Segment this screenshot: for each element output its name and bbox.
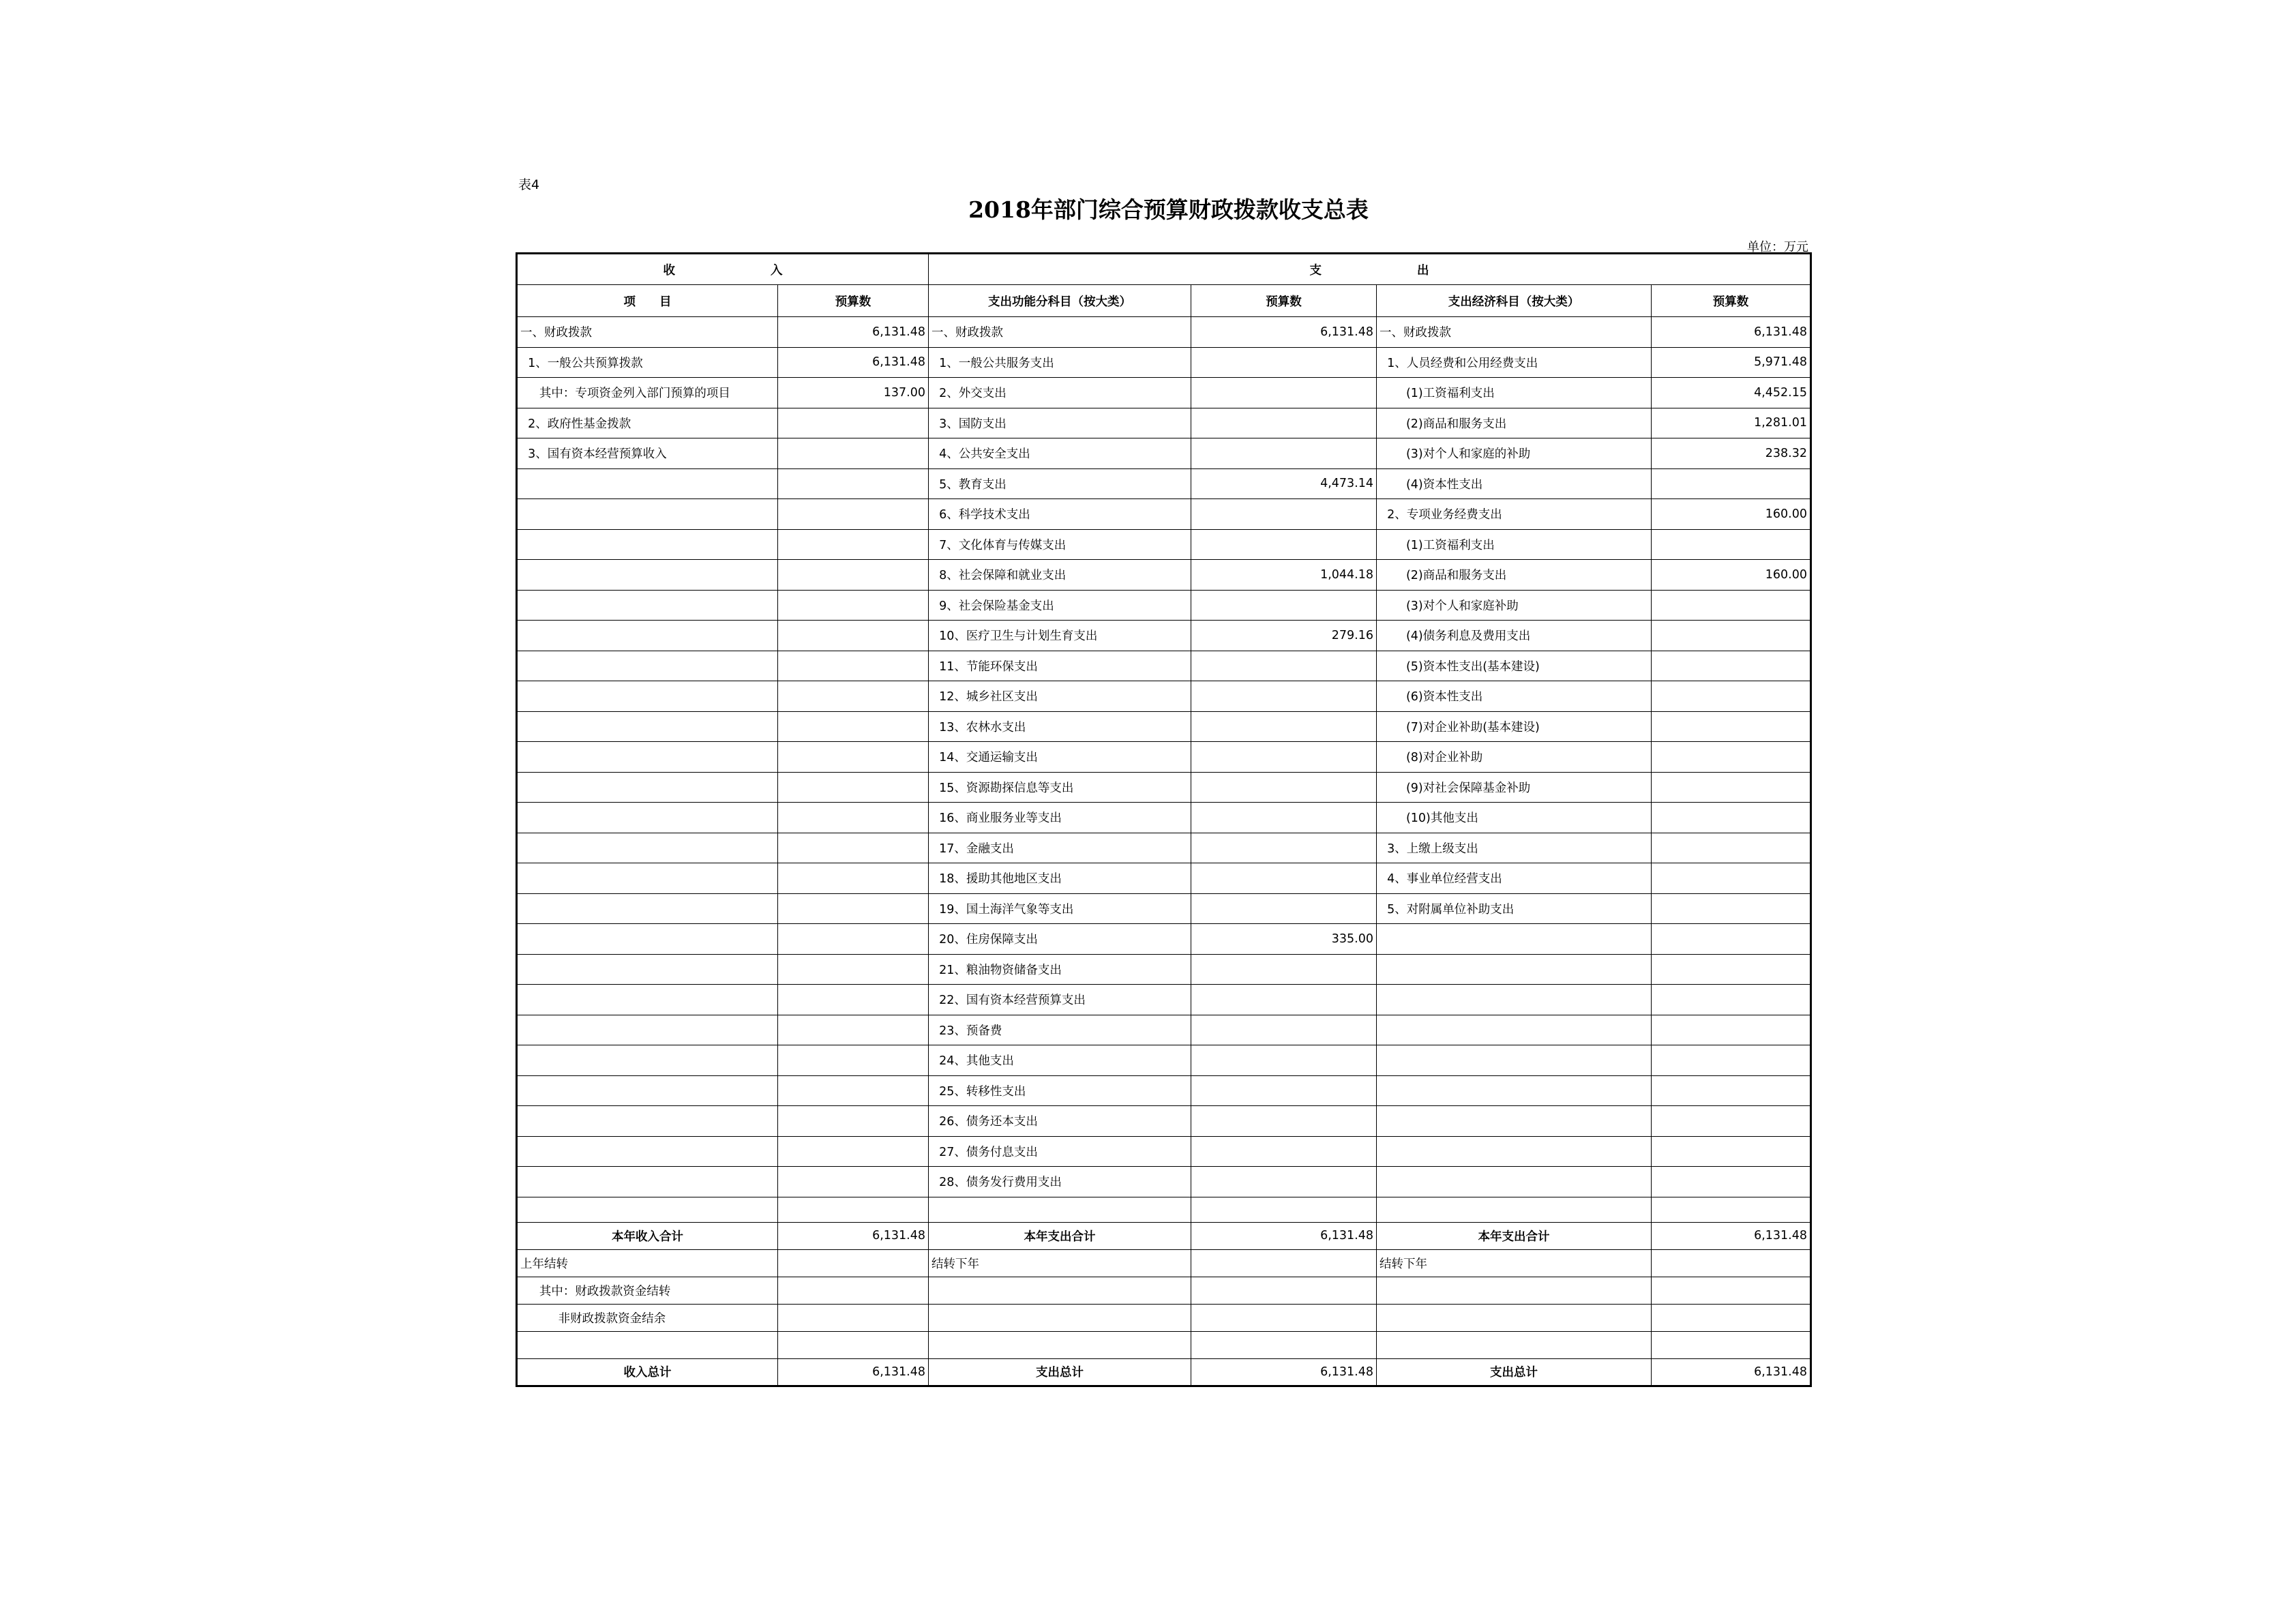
- income-budget-cell: [778, 924, 929, 955]
- income-item-cell: [517, 1106, 778, 1137]
- functional-item-cell: 6、科学技术支出: [929, 499, 1191, 530]
- functional-budget-cell: [1191, 378, 1377, 408]
- economic-budget-cell: 6,131.48: [1652, 1358, 1811, 1386]
- grand-total-row: [517, 1358, 1811, 1386]
- income-item-cell: [517, 1197, 778, 1222]
- economic-budget-cell: [1652, 954, 1811, 985]
- income-item-cell: [517, 529, 778, 560]
- section-header-row: [517, 254, 1811, 285]
- economic-item-cell: (9)对社会保障基金补助: [1377, 772, 1652, 803]
- functional-item-cell: 12、城乡社区支出: [929, 681, 1191, 712]
- functional-item-cell: 3、国防支出: [929, 408, 1191, 438]
- income-budget-cell: 6,131.48: [778, 347, 929, 378]
- income-item-cell: 2、政府性基金拨款: [517, 408, 778, 438]
- income-budget-cell: [778, 1304, 929, 1331]
- functional-budget-cell: [1191, 1106, 1377, 1137]
- income-budget-cell: [778, 833, 929, 863]
- economic-item-cell: (6)资本性支出: [1377, 681, 1652, 712]
- economic-item-cell: [1377, 1075, 1652, 1106]
- functional-budget-cell: [1191, 1075, 1377, 1106]
- economic-item-cell: (4)资本性支出: [1377, 468, 1652, 499]
- functional-budget-cell: [1191, 408, 1377, 438]
- table-row: [517, 893, 1811, 924]
- functional-item-cell: 15、资源勘探信息等支出: [929, 772, 1191, 803]
- economic-budget-cell: 1,281.01: [1652, 408, 1811, 438]
- economic-budget-cell: 160.00: [1652, 560, 1811, 591]
- functional-budget-cell: [1191, 1045, 1377, 1076]
- income-item-cell: [517, 711, 778, 742]
- table-row: [517, 590, 1811, 621]
- carry-over-row: [517, 1304, 1811, 1331]
- income-item-cell: [517, 621, 778, 651]
- economic-item-cell: 结转下年: [1377, 1249, 1652, 1277]
- economic-budget-cell: 6,131.48: [1652, 317, 1811, 348]
- income-budget-cell: [778, 1277, 929, 1304]
- functional-item-cell: 14、交通运输支出: [929, 742, 1191, 773]
- economic-budget-cell: [1652, 1249, 1811, 1277]
- functional-item-cell: 11、节能环保支出: [929, 651, 1191, 681]
- income-budget-cell: [778, 1045, 929, 1076]
- functional-item-cell: 23、预备费: [929, 1015, 1191, 1045]
- functional-budget-cell: [1191, 1167, 1377, 1197]
- income-budget-cell: [778, 651, 929, 681]
- functional-item-cell: 20、住房保障支出: [929, 924, 1191, 955]
- economic-budget-cell: [1652, 1167, 1811, 1197]
- table-row: [517, 529, 1811, 560]
- economic-item-cell: [1377, 1277, 1652, 1304]
- economic-item-cell: [1377, 1331, 1652, 1358]
- table-row: [517, 621, 1811, 651]
- income-item-cell: 上年结转: [517, 1249, 778, 1277]
- economic-budget-cell: [1652, 924, 1811, 955]
- income-budget-cell: 137.00: [778, 378, 929, 408]
- income-budget-cell: [778, 742, 929, 773]
- table-row: [517, 1075, 1811, 1106]
- functional-item-cell: 本年支出合计: [929, 1222, 1191, 1249]
- economic-item-cell: 2、专项业务经费支出: [1377, 499, 1652, 530]
- economic-item-cell: (2)商品和服务支出: [1377, 560, 1652, 591]
- functional-item-cell: 25、转移性支出: [929, 1075, 1191, 1106]
- economic-budget-cell: [1652, 621, 1811, 651]
- income-item-cell: [517, 893, 778, 924]
- income-item-cell: 本年收入合计: [517, 1222, 778, 1249]
- table-row: [517, 468, 1811, 499]
- economic-budget-cell: [1652, 711, 1811, 742]
- column-header-row: [517, 285, 1811, 317]
- functional-item-cell: 22、国有资本经营预算支出: [929, 985, 1191, 1015]
- income-budget-cell: [778, 1331, 929, 1358]
- income-budget-cell: [778, 408, 929, 438]
- income-budget-cell: [778, 711, 929, 742]
- income-budget-cell: 6,131.48: [778, 1358, 929, 1386]
- income-budget-cell: [778, 1197, 929, 1222]
- table-number-label: 表4: [518, 177, 540, 192]
- economic-item-cell: (3)对个人和家庭的补助: [1377, 438, 1652, 469]
- income-item-cell: [517, 651, 778, 681]
- economic-item-cell: (4)债务利息及费用支出: [1377, 621, 1652, 651]
- column-header-budget: 预算数: [778, 285, 929, 317]
- income-budget-cell: [778, 863, 929, 894]
- functional-budget-cell: [1191, 651, 1377, 681]
- unit-label: 单位：万元: [1747, 240, 1808, 254]
- income-item-cell: [517, 1045, 778, 1076]
- functional-item-cell: 21、粮油物资储备支出: [929, 954, 1191, 985]
- functional-item-cell: 26、债务还本支出: [929, 1106, 1191, 1137]
- functional-item-cell: 9、社会保险基金支出: [929, 590, 1191, 621]
- economic-budget-cell: [1652, 772, 1811, 803]
- economic-item-cell: [1377, 1106, 1652, 1137]
- economic-budget-cell: [1652, 1304, 1811, 1331]
- income-budget-cell: [778, 985, 929, 1015]
- income-item-cell: 3、国有资本经营预算收入: [517, 438, 778, 469]
- economic-item-cell: 本年支出合计: [1377, 1222, 1652, 1249]
- functional-budget-cell: [1191, 711, 1377, 742]
- table-row: [517, 863, 1811, 894]
- economic-budget-cell: [1652, 985, 1811, 1015]
- functional-budget-cell: [1191, 499, 1377, 530]
- economic-item-cell: [1377, 1136, 1652, 1167]
- income-budget-cell: [778, 529, 929, 560]
- income-budget-cell: [778, 893, 929, 924]
- economic-item-cell: [1377, 1304, 1652, 1331]
- income-section-header: 收 入: [517, 254, 929, 285]
- economic-item-cell: (10)其他支出: [1377, 803, 1652, 833]
- economic-budget-cell: 238.32: [1652, 438, 1811, 469]
- income-item-cell: [517, 985, 778, 1015]
- income-budget-cell: [778, 803, 929, 833]
- table-row: [517, 408, 1811, 438]
- functional-budget-cell: [1191, 803, 1377, 833]
- table-row: [517, 438, 1811, 469]
- income-budget-cell: [778, 1106, 929, 1137]
- table-row: [517, 651, 1811, 681]
- income-item-cell: [517, 468, 778, 499]
- column-header-budget: 预算数: [1191, 285, 1377, 317]
- economic-budget-cell: [1652, 893, 1811, 924]
- income-item-cell: [517, 863, 778, 894]
- income-item-cell: [517, 499, 778, 530]
- functional-budget-cell: 1,044.18: [1191, 560, 1377, 591]
- table-row: [517, 1045, 1811, 1076]
- functional-item-cell: 1、一般公共服务支出: [929, 347, 1191, 378]
- economic-item-cell: (1)工资福利支出: [1377, 529, 1652, 560]
- functional-budget-cell: [1191, 1277, 1377, 1304]
- table-row: [517, 833, 1811, 863]
- functional-item-cell: 27、债务付息支出: [929, 1136, 1191, 1167]
- functional-item-cell: 28、债务发行费用支出: [929, 1167, 1191, 1197]
- income-item-cell: [517, 742, 778, 773]
- functional-item-cell: 支出总计: [929, 1358, 1191, 1386]
- income-budget-cell: [778, 954, 929, 985]
- economic-item-cell: [1377, 1197, 1652, 1222]
- table-row: [517, 803, 1811, 833]
- functional-item-cell: 17、金融支出: [929, 833, 1191, 863]
- economic-item-cell: (8)对企业补助: [1377, 742, 1652, 773]
- functional-item-cell: 一、财政拨款: [929, 317, 1191, 348]
- economic-budget-cell: [1652, 803, 1811, 833]
- income-item-cell: [517, 924, 778, 955]
- functional-budget-cell: [1191, 1197, 1377, 1222]
- economic-item-cell: 3、上缴上级支出: [1377, 833, 1652, 863]
- income-budget-cell: [778, 1015, 929, 1045]
- table-row: [517, 772, 1811, 803]
- functional-item-cell: [929, 1277, 1191, 1304]
- income-budget-cell: [778, 681, 929, 712]
- economic-budget-cell: [1652, 1331, 1811, 1358]
- economic-budget-cell: [1652, 1045, 1811, 1076]
- income-budget-cell: [778, 468, 929, 499]
- income-item-cell: [517, 1015, 778, 1045]
- functional-budget-cell: [1191, 1015, 1377, 1045]
- functional-budget-cell: [1191, 954, 1377, 985]
- functional-item-cell: 7、文化体育与传媒支出: [929, 529, 1191, 560]
- economic-item-cell: [1377, 924, 1652, 955]
- income-budget-cell: [778, 499, 929, 530]
- table-row: [517, 1015, 1811, 1045]
- column-header-item: 项 目: [517, 285, 778, 317]
- economic-budget-cell: [1652, 1015, 1811, 1045]
- income-item-cell: 其中：专项资金列入部门预算的项目: [517, 378, 778, 408]
- functional-item-cell: 2、外交支出: [929, 378, 1191, 408]
- income-item-cell: 非财政拨款资金结余: [517, 1304, 778, 1331]
- income-budget-cell: [778, 1075, 929, 1106]
- economic-budget-cell: [1652, 1075, 1811, 1106]
- functional-budget-cell: [1191, 863, 1377, 894]
- functional-budget-cell: [1191, 772, 1377, 803]
- economic-budget-cell: [1652, 1136, 1811, 1167]
- column-header-functional-category: 支出功能分科目（按大类）: [929, 285, 1191, 317]
- table-row: [517, 924, 1811, 955]
- income-item-cell: [517, 1136, 778, 1167]
- economic-item-cell: [1377, 1167, 1652, 1197]
- income-item-cell: [517, 590, 778, 621]
- economic-budget-cell: [1652, 1197, 1811, 1222]
- functional-budget-cell: [1191, 742, 1377, 773]
- table-row: [517, 1197, 1811, 1222]
- income-budget-cell: 6,131.48: [778, 1222, 929, 1249]
- table-row: [517, 378, 1811, 408]
- table-row: [517, 1136, 1811, 1167]
- functional-budget-cell: 6,131.48: [1191, 317, 1377, 348]
- income-budget-cell: [778, 438, 929, 469]
- economic-budget-cell: [1652, 742, 1811, 773]
- functional-item-cell: 18、援助其他地区支出: [929, 863, 1191, 894]
- income-budget-cell: [778, 590, 929, 621]
- income-item-cell: 1、一般公共预算拨款: [517, 347, 778, 378]
- table-row: [517, 1106, 1811, 1137]
- carry-over-row: [517, 1277, 1811, 1304]
- budget-summary-table: [516, 252, 1812, 1387]
- economic-item-cell: [1377, 1045, 1652, 1076]
- table-row: [517, 347, 1811, 378]
- economic-budget-cell: [1652, 863, 1811, 894]
- table-row: [517, 954, 1811, 985]
- functional-item-cell: [929, 1197, 1191, 1222]
- income-item-cell: [517, 1331, 778, 1358]
- expense-section-header: 支 出: [929, 254, 1811, 285]
- table-row: [517, 681, 1811, 712]
- income-item-cell: 一、财政拨款: [517, 317, 778, 348]
- functional-budget-cell: 6,131.48: [1191, 1222, 1377, 1249]
- economic-budget-cell: [1652, 681, 1811, 712]
- income-item-cell: [517, 1167, 778, 1197]
- income-budget-cell: 6,131.48: [778, 317, 929, 348]
- economic-budget-cell: [1652, 468, 1811, 499]
- economic-budget-cell: [1652, 651, 1811, 681]
- economic-item-cell: 5、对附属单位补助支出: [1377, 893, 1652, 924]
- income-budget-cell: [778, 1167, 929, 1197]
- functional-budget-cell: [1191, 1304, 1377, 1331]
- functional-item-cell: 4、公共安全支出: [929, 438, 1191, 469]
- income-item-cell: [517, 681, 778, 712]
- functional-item-cell: 结转下年: [929, 1249, 1191, 1277]
- economic-budget-cell: [1652, 529, 1811, 560]
- carry-over-row: [517, 1249, 1811, 1277]
- functional-item-cell: 24、其他支出: [929, 1045, 1191, 1076]
- economic-budget-cell: [1652, 590, 1811, 621]
- income-item-cell: 其中：财政拨款资金结转: [517, 1277, 778, 1304]
- functional-budget-cell: 4,473.14: [1191, 468, 1377, 499]
- functional-budget-cell: [1191, 1249, 1377, 1277]
- economic-budget-cell: 6,131.48: [1652, 1222, 1811, 1249]
- income-item-cell: [517, 772, 778, 803]
- economic-item-cell: 一、财政拨款: [1377, 317, 1652, 348]
- income-item-cell: [517, 954, 778, 985]
- economic-item-cell: (3)对个人和家庭补助: [1377, 590, 1652, 621]
- income-budget-cell: [778, 621, 929, 651]
- functional-item-cell: 19、国土海洋气象等支出: [929, 893, 1191, 924]
- table-row: [517, 560, 1811, 591]
- column-header-budget: 预算数: [1652, 285, 1811, 317]
- economic-item-cell: 1、人员经费和公用经费支出: [1377, 347, 1652, 378]
- functional-budget-cell: [1191, 1331, 1377, 1358]
- column-header-economic-category: 支出经济科目（按大类）: [1377, 285, 1652, 317]
- functional-budget-cell: [1191, 438, 1377, 469]
- functional-budget-cell: [1191, 347, 1377, 378]
- income-item-cell: [517, 833, 778, 863]
- economic-item-cell: [1377, 954, 1652, 985]
- income-item-cell: [517, 1075, 778, 1106]
- income-item-cell: [517, 803, 778, 833]
- table-row: [517, 711, 1811, 742]
- functional-item-cell: 8、社会保障和就业支出: [929, 560, 1191, 591]
- economic-item-cell: (7)对企业补助(基本建设): [1377, 711, 1652, 742]
- income-budget-cell: [778, 772, 929, 803]
- functional-item-cell: 16、商业服务业等支出: [929, 803, 1191, 833]
- table-row: [517, 317, 1811, 348]
- economic-item-cell: [1377, 985, 1652, 1015]
- functional-budget-cell: 335.00: [1191, 924, 1377, 955]
- table-row: [517, 985, 1811, 1015]
- functional-item-cell: 5、教育支出: [929, 468, 1191, 499]
- economic-budget-cell: 160.00: [1652, 499, 1811, 530]
- income-item-cell: 收入总计: [517, 1358, 778, 1386]
- economic-budget-cell: [1652, 833, 1811, 863]
- functional-item-cell: 13、农林水支出: [929, 711, 1191, 742]
- income-budget-cell: [778, 1136, 929, 1167]
- income-budget-cell: [778, 1249, 929, 1277]
- functional-budget-cell: [1191, 681, 1377, 712]
- table-row: [517, 499, 1811, 530]
- economic-item-cell: (1)工资福利支出: [1377, 378, 1652, 408]
- economic-item-cell: [1377, 1015, 1652, 1045]
- page-title: 2018年部门综合预算财政拨款收支总表: [968, 196, 1369, 223]
- functional-item-cell: [929, 1304, 1191, 1331]
- economic-budget-cell: 4,452.15: [1652, 378, 1811, 408]
- carry-over-row: [517, 1331, 1811, 1358]
- economic-item-cell: (5)资本性支出(基本建设): [1377, 651, 1652, 681]
- functional-budget-cell: [1191, 893, 1377, 924]
- economic-budget-cell: 5,971.48: [1652, 347, 1811, 378]
- table-row: [517, 1167, 1811, 1197]
- table-row: [517, 742, 1811, 773]
- functional-budget-cell: 279.16: [1191, 621, 1377, 651]
- economic-item-cell: (2)商品和服务支出: [1377, 408, 1652, 438]
- functional-item-cell: [929, 1331, 1191, 1358]
- functional-budget-cell: [1191, 590, 1377, 621]
- income-item-cell: [517, 560, 778, 591]
- functional-budget-cell: [1191, 985, 1377, 1015]
- functional-item-cell: 10、医疗卫生与计划生育支出: [929, 621, 1191, 651]
- income-budget-cell: [778, 560, 929, 591]
- economic-budget-cell: [1652, 1277, 1811, 1304]
- annual-total-row: [517, 1222, 1811, 1249]
- functional-budget-cell: [1191, 833, 1377, 863]
- functional-budget-cell: [1191, 529, 1377, 560]
- economic-item-cell: 支出总计: [1377, 1358, 1652, 1386]
- economic-item-cell: 4、事业单位经营支出: [1377, 863, 1652, 894]
- functional-budget-cell: [1191, 1136, 1377, 1167]
- economic-budget-cell: [1652, 1106, 1811, 1137]
- functional-budget-cell: 6,131.48: [1191, 1358, 1377, 1386]
